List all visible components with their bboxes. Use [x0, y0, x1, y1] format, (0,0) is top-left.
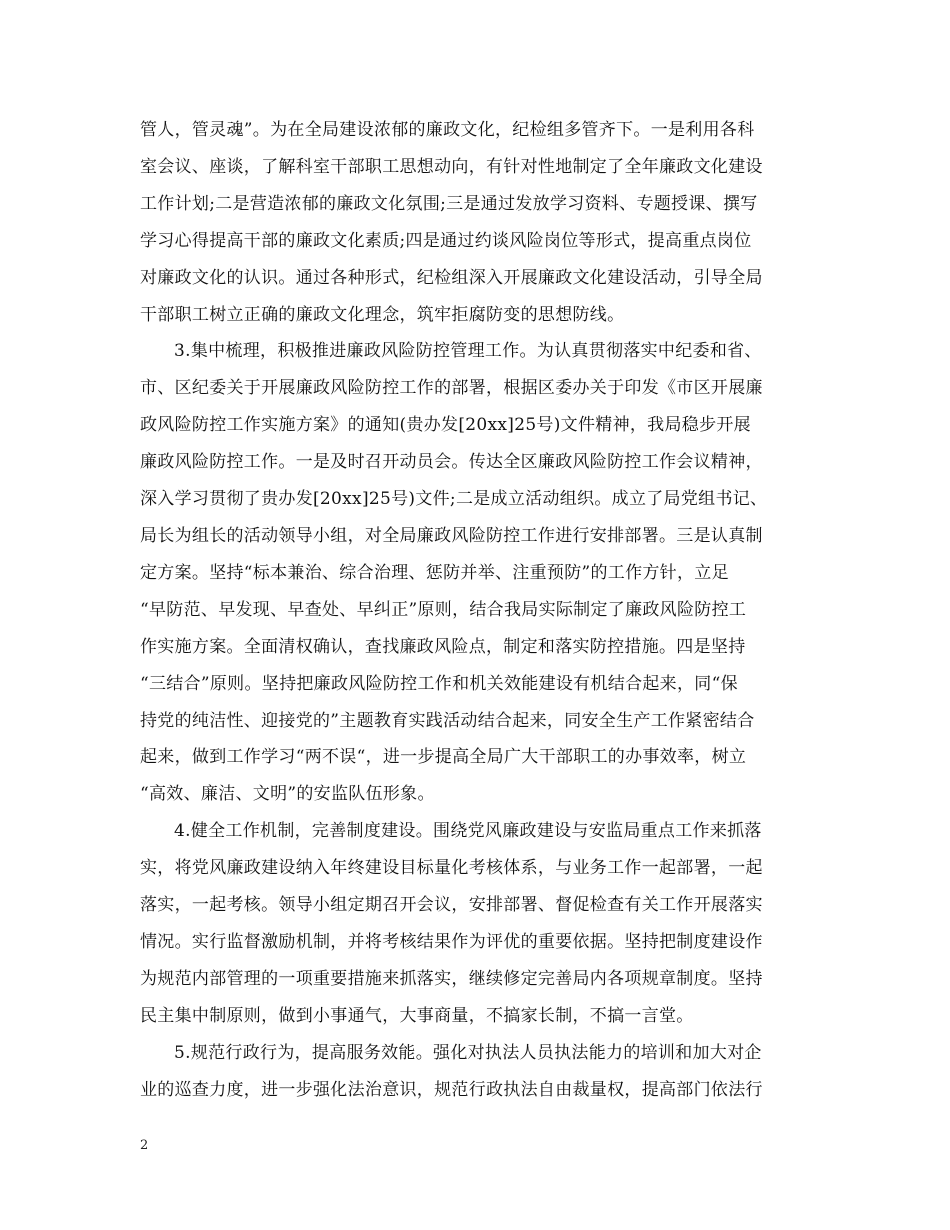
text-line: 为规范内部管理的一项重要措施来抓落实，继续修定完善局内各项规章制度。坚持 — [140, 968, 763, 989]
text-line: 4.健全工作机制，完善制度建设。围绕党风廉政建设与安监局重点工作来抓落 — [174, 821, 762, 842]
text-line: 情况。实行监督激励机制，并将考核结果作为评优的重要依据。坚持把制度建设作 — [140, 931, 763, 952]
text-line: 持党的纯洁性、迎接党的”主题教育实践活动结合起来，同安全生产工作紧密结合 — [140, 710, 755, 731]
text-line: 室会议、座谈，了解科室干部职工思想动向，有针对性地制定了全年廉政文化建设 — [140, 156, 763, 177]
text-line: 起来，做到工作学习“两不误“，进一步提高全局广大干部职工的办事效率，树立 — [140, 747, 747, 768]
text-line: 市、区纪委关于开展廉政风险防控工作的部署，根据区委办关于印发《市区开展廉 — [140, 378, 763, 399]
paragraph-3 — [140, 813, 812, 1034]
text-line: 3.集中梳理，积极推进廉政风险防控管理工作。为认真贯彻落实中纪委和省、 — [174, 341, 762, 362]
text-line: 干部职工树立正确的廉政文化理念，筑牢拒腐防变的思想防线。 — [140, 304, 625, 325]
text-line: 对廉政文化的认识。通过各种形式，纪检组深入开展廉政文化建设活动，引导全局 — [140, 267, 763, 288]
text-line: 学习心得提高干部的廉政文化素质;四是通过约谈风险岗位等形式，提高重点岗位 — [140, 230, 752, 251]
text-line: 业的巡查力度，进一步强化法治意识，规范行政执法自由裁量权，提高部门依法行 — [140, 1079, 763, 1100]
text-line: “高效、廉洁、文明”的安监队伍形象。 — [140, 784, 435, 805]
text-line: 工作计划;二是营造浓郁的廉政文化氛围;三是通过发放学习资料、专题授课、撰写 — [140, 193, 758, 214]
paragraph-1 — [140, 112, 812, 333]
text-line: 民主集中制原则，做到小事通气，大事商量，不搞家长制，不搞一言堂。 — [140, 1005, 694, 1026]
text-line: 政风险防控工作实施方案》的通知(贵办发[20xx]25号)文件精神，我局稳步开展 — [140, 415, 751, 436]
text-line: 管人，管灵魂”。为在全局建设浓郁的廉政文化，纪检组多管齐下。一是利用各科 — [140, 120, 755, 140]
text-line: 廉政风险防控工作。一是及时召开动员会。传达全区廉政风险防控工作会议精神， — [140, 452, 763, 473]
paragraph-4 — [140, 1035, 812, 1109]
text-line: 实，将党风廉政建设纳入年终建设目标量化考核体系，与业务工作一起部署，一起 — [140, 858, 763, 879]
page-number: 2 — [140, 1138, 149, 1153]
text-line: 5.规范行政行为，提高服务效能。强化对执法人员执法能力的培训和加大对企 — [174, 1042, 762, 1063]
text-line: 深入学习贯彻了贵办发[20xx]25号)文件;二是成立活动组织。成立了局党组书记、 — [140, 489, 768, 510]
text-line: “早防范、早发现、早查处、早纠正”原则，结合我局实际制定了廉政风险防控工 — [140, 599, 747, 620]
body-text — [140, 112, 812, 1108]
paragraph-2 — [140, 333, 812, 813]
text-line: 作实施方案。全面清权确认，查找廉政风险点，制定和落实防控措施。四是坚持 — [140, 636, 746, 657]
text-line: “三结合”原则。坚持把廉政风险防控工作和机关效能建设有机结合起来，同“保 — [140, 673, 738, 694]
text-line: 定方案。坚持“标本兼治、综合治理、惩防并举、注重预防”的工作方针，立足 — [140, 562, 729, 583]
text-line: 局长为组长的活动领导小组，对全局廉政风险防控工作进行安排部署。三是认真制 — [140, 525, 763, 546]
text-line: 落实，一起考核。领导小组定期召开会议，安排部署、督促检查有关工作开展落实 — [140, 895, 763, 916]
